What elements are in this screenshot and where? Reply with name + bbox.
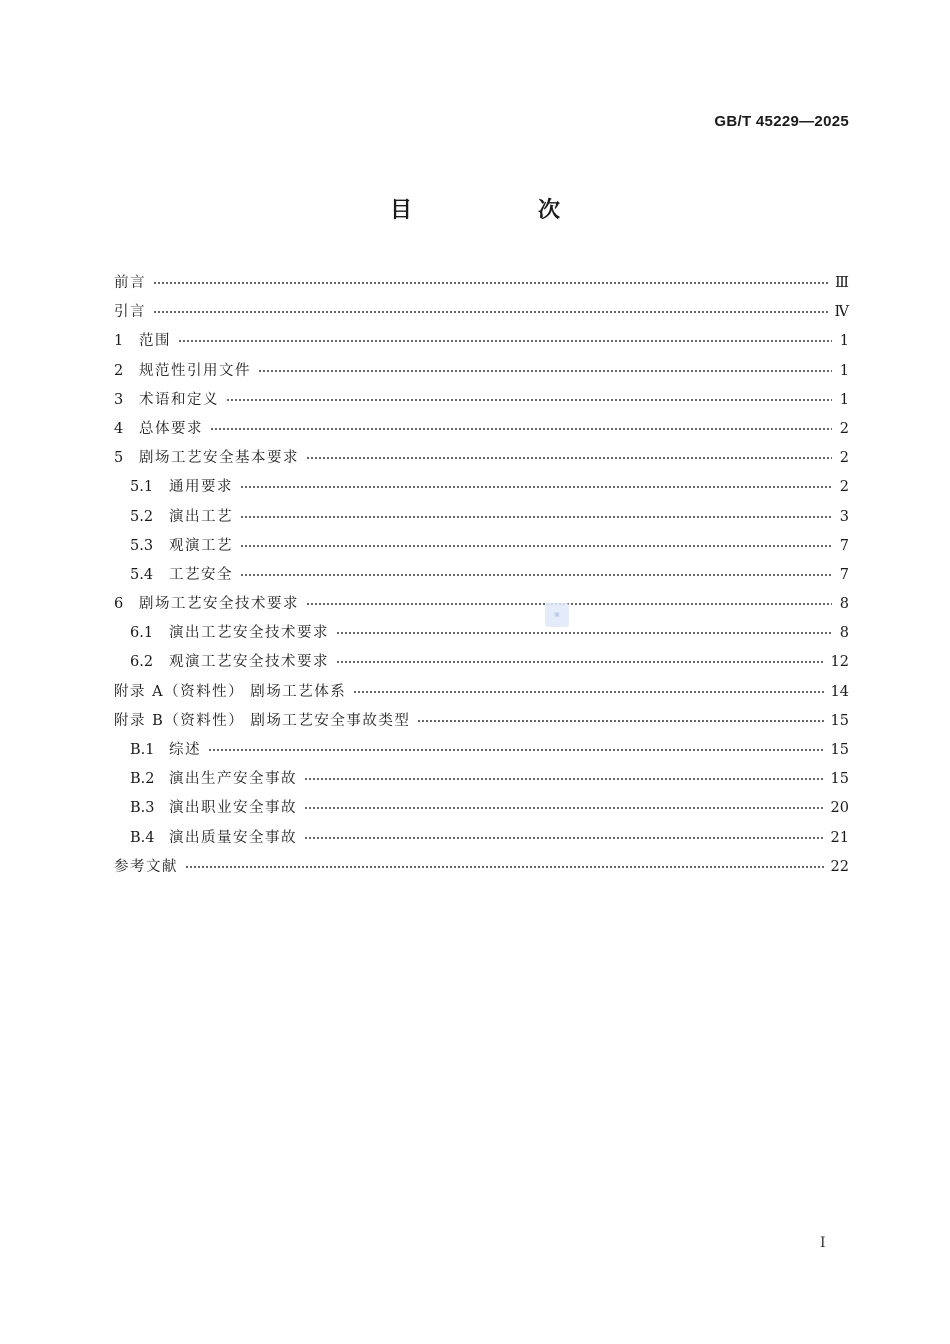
toc-dot-leader [226,390,832,404]
toc-dot-leader [306,448,832,462]
toc-entry-page: 1 [839,362,849,379]
watermark-icon: ▣ [545,603,569,627]
toc-entry-title: 演出生产安全事故 [169,771,297,788]
toc-entry-page: 15 [830,742,849,758]
toc-entry-page: 1 [839,391,849,408]
toc-entry-title: 演出工艺 [169,508,233,525]
toc-dot-leader [210,419,832,433]
toc-entry-page: 2 [839,420,849,437]
toc-entry[interactable] [114,648,849,677]
toc-entry[interactable] [114,473,849,502]
toc-entry-page: 15 [830,712,849,729]
toc-entry[interactable] [114,590,849,619]
toc-entry-title: 演出职业安全事故 [169,800,297,817]
toc-entry-title: 总体要求 [139,420,203,437]
toc-entry-page: 1 [839,333,849,350]
toc-entry[interactable] [114,707,849,736]
toc-entry[interactable] [114,532,849,561]
toc-entry-number: 1 [114,333,124,350]
toc-entry[interactable] [114,824,849,853]
toc-entry-number: B.1 [130,742,155,758]
toc-entry-title: 附录 B（资料性） 剧场工艺安全事故类型 [114,712,411,729]
toc-entry-number: 6.2 [130,654,154,671]
toc-entry[interactable] [114,765,849,794]
toc-entry-page: 15 [830,771,849,788]
toc-entry-title: 演出质量安全事故 [169,829,297,846]
toc-entry[interactable] [114,269,849,298]
toc-dot-leader [304,828,824,842]
toc-entry-title: 规范性引用文件 [139,362,251,379]
toc-entry[interactable] [114,444,849,473]
toc-dot-leader [304,769,824,783]
toc-entry[interactable] [114,794,849,823]
toc-entry-title: 工艺安全 [169,566,233,583]
toc-entry[interactable] [114,619,849,648]
toc-entry-page: 2 [839,450,849,467]
toc-entry-title: 剧场工艺安全基本要求 [139,450,299,467]
toc-entry-page: 2 [839,479,849,496]
toc-entry-page: 8 [839,596,849,613]
toc-entry-number: B.3 [130,800,155,817]
toc-entry-number: 5.4 [130,566,154,583]
standard-code: GB/T 45229—2025 [714,113,849,130]
toc-dot-leader [306,594,832,608]
toc-entry-page: 20 [830,800,849,817]
table-of-contents [114,269,849,882]
toc-entry-page: 7 [839,566,849,583]
toc-entry-number: 3 [114,391,124,408]
toc-entry-title: 观演工艺 [169,537,233,554]
toc-entry[interactable] [114,678,849,707]
toc-entry-page: 7 [839,537,849,554]
toc-entry-number: 5.3 [130,537,154,554]
toc-dot-leader [304,798,824,812]
toc-entry-title: 通用要求 [169,479,233,496]
toc-entry-title: 参考文献 [114,858,178,875]
toc-dot-leader [240,477,832,491]
toc-dot-leader [336,652,824,666]
toc-entry-page: 3 [839,508,849,525]
toc-entry[interactable] [114,386,849,415]
toc-entry[interactable] [114,561,849,590]
toc-entry-title: 引言 [114,304,146,321]
toc-dot-leader [153,302,828,316]
toc-entry-number: 5 [114,450,124,467]
toc-entry[interactable] [114,736,849,765]
toc-entry-page: 22 [830,858,849,875]
toc-dot-leader [240,507,832,521]
toc-dot-leader [185,857,824,871]
toc-dot-leader [258,361,832,375]
toc-entry[interactable] [114,415,849,444]
toc-entry-title: 范围 [139,333,171,350]
toc-entry-number: B.2 [130,771,155,788]
toc-entry-page: 14 [830,683,849,700]
toc-entry-number: B.4 [130,829,155,846]
toc-entry[interactable] [114,357,849,386]
toc-entry[interactable] [114,853,849,882]
toc-entry-number: 2 [114,362,124,379]
toc-entry-number: 4 [114,420,124,437]
toc-entry-title: 附录 A（资料性） 剧场工艺体系 [114,683,347,700]
toc-dot-leader [208,740,824,754]
toc-dot-leader [240,565,832,579]
toc-entry-title: 观演工艺安全技术要求 [169,654,329,671]
toc-entry-number: 5.1 [130,479,154,496]
toc-dot-leader [178,331,832,345]
toc-entry-title: 剧场工艺安全技术要求 [139,596,299,613]
toc-entry-title: 术语和定义 [139,391,219,408]
page-title: 目 次 [389,198,612,223]
toc-entry[interactable] [114,327,849,356]
toc-entry-page: Ⅲ [835,275,849,291]
toc-entry-number: 6 [114,596,124,613]
toc-entry-page: Ⅳ [834,304,849,321]
toc-entry-title: 演出工艺安全技术要求 [169,625,329,642]
toc-entry[interactable] [114,503,849,532]
toc-dot-leader [153,273,828,287]
toc-dot-leader [353,682,823,696]
toc-entry-number: 6.1 [130,625,154,642]
toc-entry-title: 前言 [114,275,146,291]
toc-entry-title: 综述 [169,742,201,758]
toc-entry[interactable] [114,298,849,327]
toc-dot-leader [240,536,832,550]
page-number: I [820,1235,826,1251]
toc-entry-page: 12 [830,654,849,671]
toc-dot-leader [417,711,823,725]
toc-entry-page: 8 [839,625,849,642]
toc-entry-page: 21 [830,829,849,846]
toc-dot-leader [336,623,832,637]
toc-entry-number: 5.2 [130,508,154,525]
